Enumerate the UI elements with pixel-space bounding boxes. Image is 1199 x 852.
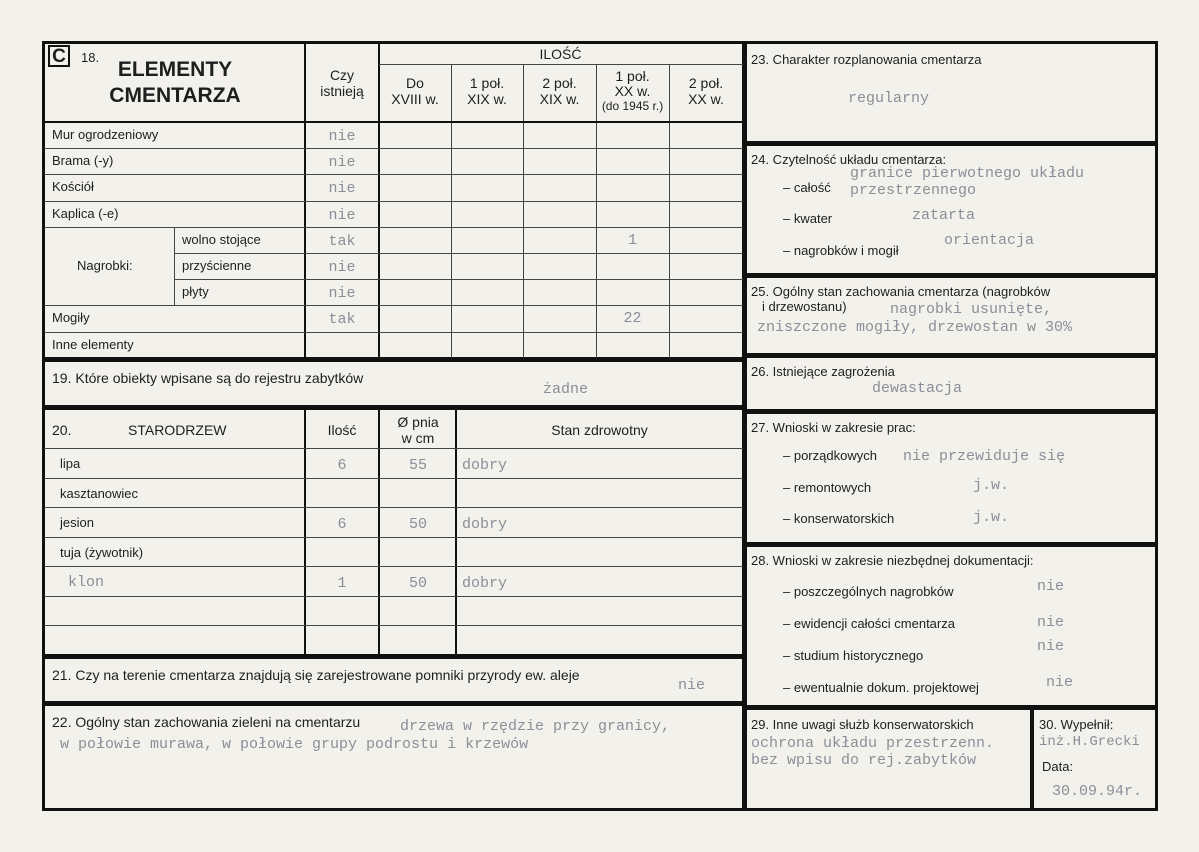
element-row-label: Inne elementy <box>52 336 134 352</box>
section-25-label-l2: i drzewostanu) <box>762 299 847 314</box>
section-28-item-value-2: nie <box>1037 638 1065 655</box>
period-header-0-l2: XVIII w. <box>391 91 439 107</box>
period-header-3-l1: 1 poł. <box>615 68 650 84</box>
section-28-item-value-3: nie <box>1046 674 1074 691</box>
tree-row-name: lipa <box>60 456 81 471</box>
tree-row-health: dobry <box>462 516 508 533</box>
section-28-item-value-0: nie <box>1037 578 1065 595</box>
section-18-number: 18. <box>81 50 100 65</box>
section-19-label: 19. Które obiekty wpisane są do rejestru zabytków <box>52 370 364 386</box>
section-28-item-label-3: – ewentualnie dokum. projektowej <box>783 680 979 695</box>
section-24-item-value-0-l2: przestrzennego <box>850 182 977 199</box>
section-22-value-line2: w połowie murawa, w połowie grupy podrostu i krzewów <box>60 736 529 753</box>
period-header-1-l2: XIX w. <box>467 91 507 107</box>
section-24-item-label-0: – całość <box>783 180 831 195</box>
section-29-value-l1: ochrona układu przestrzenn. <box>751 735 995 752</box>
section-21-label: 21. Czy na terenie cmentarza znajdują się zarejestrowane pomniki przyrody ew. aleje <box>52 667 580 683</box>
section-23-value: regularny <box>848 90 930 107</box>
element-row-exists: nie <box>328 128 356 145</box>
section-20-col-diam-l2: w cm <box>401 430 435 446</box>
element-row-exists: tak <box>328 311 356 329</box>
section-28-label: 28. Wnioski w zakresie niezbędnej dokumentacji: <box>751 553 1034 568</box>
section-28-item-value-1: nie <box>1037 614 1065 631</box>
section-24-item-label-2: – nagrobków i mogił <box>783 243 899 258</box>
tree-row-name: tuja (żywotnik) <box>60 544 144 560</box>
element-row-exists: nie <box>328 206 356 224</box>
section-29-label: 29. Inne uwagi służb konserwatorskich <box>751 717 974 732</box>
section-27-label: 27. Wnioski w zakresie prac: <box>751 420 916 435</box>
section-27-item-value-0: nie przewiduje się <box>903 448 1066 465</box>
section-25-label-l1: 25. Ogólny stan zachowania cmentarza (nagrobków <box>751 284 1051 299</box>
section-28-item-label-1: – ewidencji całości cmentarza <box>783 616 955 631</box>
tree-row-health: dobry <box>462 457 508 474</box>
section-27-item-label-2: – konserwatorskich <box>783 511 895 526</box>
section-18-title-line1: ELEMENTY <box>117 58 233 81</box>
col-exists-header-l2: istnieją <box>320 83 364 99</box>
section-27-item-value-2: j.w. <box>973 509 1010 526</box>
section-24-item-value-2: orientacja <box>944 232 1035 249</box>
section-30-label: 30. Wypełnił: <box>1039 717 1114 732</box>
element-row-exists: nie <box>328 154 356 172</box>
period-header-1-l1: 1 poł. <box>469 75 505 91</box>
col-exists-header-l1: Czy <box>329 67 355 83</box>
element-row-label: płyty <box>182 284 209 300</box>
section-20-col-diam-l1: Ø pnia <box>397 414 439 430</box>
tree-row-diam: 50 <box>408 575 427 592</box>
period-header-0-l1: Do <box>406 75 424 91</box>
period-header-2-l2: XIX w. <box>539 91 580 107</box>
section-29-value-l2: bez wpisu do rej.zabytków <box>751 752 977 769</box>
element-row-label: Kościół <box>52 179 94 195</box>
section-24-item-value-0-l1: granice pierwotnego układu <box>850 165 1085 182</box>
section-19-value: żadne <box>543 381 589 398</box>
section-27-item-value-1: j.w. <box>973 477 1010 494</box>
element-row-label: Brama (-y) <box>52 153 114 169</box>
section-letter-box: C <box>48 45 70 67</box>
element-row-label: wolno stojące <box>182 231 261 247</box>
tree-row-diam: 55 <box>408 457 427 474</box>
nagrobki-group-label: Nagrobki: <box>77 258 133 273</box>
section-30-date: 30.09.94r. <box>1052 783 1143 800</box>
element-row-label: przyścienne <box>182 258 252 273</box>
element-row-exists: nie <box>328 259 356 276</box>
section-27-item-label-1: – remontowych <box>783 480 872 495</box>
tree-row-health: dobry <box>462 575 508 592</box>
element-row-label: Kaplica (-e) <box>52 205 119 221</box>
element-row-qty: 1 <box>627 231 637 249</box>
section-23-label: 23. Charakter rozplanowania cmentarza <box>751 52 982 67</box>
element-row-label: Mogiły <box>52 310 90 326</box>
section-25-value-l2: zniszczone mogiły, drzewostan w 30% <box>757 319 1073 336</box>
section-22-label: 22. Ogólny stan zachowania zieleni na cmentarzu <box>52 714 361 730</box>
section-30-filled-by: inż.H.Grecki <box>1039 734 1140 750</box>
section-20-col-qty: Ilość <box>327 422 357 438</box>
section-27-item-label-0: – porządkowych <box>783 448 877 463</box>
section-24-label: 24. Czytelność układu cmentarza: <box>751 152 947 167</box>
element-row-exists: nie <box>328 285 356 303</box>
period-header-4-l2: XX w. <box>688 91 724 107</box>
tree-row-diam: 50 <box>408 516 427 533</box>
section-24-item-value-1: zatarta <box>912 207 976 224</box>
section-21-value: nie <box>678 677 706 694</box>
section-20-col-health: Stan zdrowotny <box>551 422 648 438</box>
section-18-title-line2: CMENTARZA <box>109 84 241 107</box>
tree-row-qty: 6 <box>337 457 347 474</box>
section-28-item-label-2: – studium historycznego <box>783 648 924 663</box>
period-header-4-l1: 2 poł. <box>688 75 724 91</box>
tree-row-qty: 6 <box>337 516 347 533</box>
element-row-label: Mur ogrodzeniowy <box>52 127 159 142</box>
tree-row-name: kasztanowiec <box>60 485 139 501</box>
section-28-item-label-0: – poszczególnych nagrobków <box>783 584 954 599</box>
section-20-number: 20. <box>52 422 72 438</box>
section-30-date-label: Data: <box>1042 759 1074 774</box>
tree-row-qty: 1 <box>337 575 347 592</box>
element-row-exists: tak <box>328 232 356 250</box>
section-26-label: 26. Istniejące zagrożenia <box>751 364 895 379</box>
element-row-qty: 22 <box>623 310 642 328</box>
section-24-item-label-1: – kwater <box>783 211 833 226</box>
element-row-exists: nie <box>328 180 356 198</box>
period-header-2-l1: 2 poł. <box>542 75 577 91</box>
section-20-title: STARODRZEW <box>128 422 227 438</box>
col-qty-header: ILOŚĆ <box>539 46 582 62</box>
tree-row-name: klon <box>68 574 105 591</box>
section-22-value-line1: drzewa w rzędzie przy granicy, <box>400 718 671 735</box>
section-26-value: dewastacja <box>872 380 963 397</box>
period-header-3-l3: (do 1945 r.) <box>601 99 664 113</box>
tree-row-name: jesion <box>60 515 94 530</box>
section-25-value-l1: nagrobki usunięte, <box>890 301 1053 318</box>
period-header-3-l2: XX w. <box>614 83 651 99</box>
